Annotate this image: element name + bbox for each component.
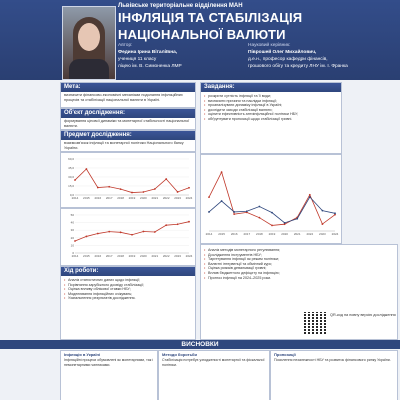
data-point: [271, 225, 273, 227]
data-point: [309, 196, 311, 198]
data-point: [165, 178, 167, 180]
y-tick-label: 60,0: [68, 157, 74, 161]
data-point: [177, 191, 179, 193]
conclusion-2-text: Стабілізація потребує узгодженості монетарної та фіскальної політики.: [162, 358, 265, 367]
qr-caption: QR-код на повну версію дослідження: [330, 313, 396, 317]
work-item: • Моделювання інфляційних очікувань;: [61, 292, 195, 297]
x-tick-label: 2021: [151, 254, 159, 258]
organization-name: Львівське територіальне відділення МАН: [118, 3, 243, 9]
series-line: [209, 172, 335, 225]
x-tick-label: 2022: [162, 254, 170, 258]
data-point: [131, 234, 133, 236]
conclusion-1: [60, 350, 158, 400]
task-item: • обґрунтувати пропозиції щодо стабілізації гривні.: [201, 117, 341, 122]
title-line-1: ІНФЛЯЦІЯ ТА СТАБІЛІЗАЦІЯ: [118, 10, 303, 25]
work-section: [60, 266, 196, 340]
data-point: [97, 233, 99, 235]
x-tick-label: 2024: [185, 254, 193, 258]
data-point: [86, 236, 88, 238]
method-item: • Валютні інтервенції та обмінний курс;: [201, 262, 301, 267]
x-tick-label: 2017: [105, 196, 113, 200]
data-point: [188, 221, 190, 223]
goal-text: визначити фінансово-економічні механізми подолання інфляційних процесів та стабілізації національної валюти в Україні.: [64, 93, 183, 102]
x-tick-label: 2018: [117, 196, 124, 200]
x-tick-label: 2014: [71, 254, 79, 258]
data-point: [259, 217, 261, 219]
y-tick-label: 20: [70, 235, 74, 240]
data-point: [165, 224, 167, 226]
author-info: [118, 42, 228, 70]
object-text: формування цінової динаміки та монетарної стабільності національної валюти.: [64, 119, 190, 128]
data-point: [259, 206, 261, 208]
series-line: [75, 222, 189, 241]
data-point: [221, 200, 223, 202]
x-tick-label: 2021: [151, 196, 159, 200]
data-point: [322, 210, 324, 212]
task-item: • визначити причини та наслідки інфляції;: [201, 99, 341, 104]
x-tick-label: 2015: [83, 254, 90, 258]
author-photo: [62, 6, 116, 80]
data-point: [74, 240, 76, 242]
method-item: • Дослідження інструментів НБУ;: [201, 253, 301, 258]
method-item: • Аналіз методів монетарного регулювання;: [201, 248, 301, 253]
data-point: [108, 186, 110, 188]
data-point: [233, 213, 235, 215]
work-item: • Аналіз статистичних даних щодо інфляції;: [61, 278, 195, 283]
conclusion-2: [158, 350, 270, 400]
author-grade: учениця 11 класу: [118, 57, 157, 62]
x-tick-label: 2015: [218, 232, 225, 236]
x-tick-label: 2019: [268, 232, 276, 236]
data-point: [154, 188, 156, 190]
tasks-heading: Завдання:: [201, 83, 341, 92]
author-school: ліцею ім. В. Симоненка ЛМР: [118, 64, 182, 69]
y-tick-label: 0: [72, 251, 74, 255]
data-point: [177, 223, 179, 225]
subject-heading: Предмет дослідження:: [61, 131, 195, 140]
y-tick-label: 40: [70, 220, 74, 225]
data-point: [120, 188, 122, 190]
x-tick-label: 2020: [140, 254, 147, 258]
y-tick-label: 15,0: [68, 184, 74, 188]
y-tick-label: 50: [70, 213, 74, 217]
conclusion-3-text: Посилення незалежності НБУ та розвиток фінансового ринку України.: [274, 358, 391, 362]
header: [0, 0, 400, 80]
series-line: [75, 169, 189, 193]
data-point: [108, 231, 110, 233]
conclusion-3: [270, 350, 398, 400]
title-line-2: НАЦІОНАЛЬНОЇ ВАЛЮТИ: [118, 27, 286, 42]
subject-section: [60, 130, 196, 152]
task-item: • дослідити заходи стабілізації валюти;: [201, 108, 341, 113]
task-item: • розкрити сутність інфляції та її види;: [201, 94, 341, 99]
object-heading: Об'єкт дослідження:: [61, 109, 195, 118]
conclusion-3-heading: Пропозиції: [274, 352, 296, 357]
work-item: • Оцінка впливу облікової ставки НБУ;: [61, 287, 195, 292]
chart-3-panel: [200, 154, 342, 244]
x-tick-label: 2014: [71, 196, 79, 200]
data-point: [271, 212, 273, 214]
tasks-section: [200, 82, 342, 154]
x-tick-label: 2022: [162, 196, 170, 200]
y-tick-label: 45,0: [68, 166, 74, 170]
data-point: [233, 211, 235, 213]
method-item: • Оцінка ризиків девальвації гривні;: [201, 266, 301, 271]
goal-heading: Мета:: [61, 83, 195, 92]
methods-section: [200, 244, 398, 340]
x-tick-label: 2015: [83, 196, 90, 200]
data-point: [143, 231, 145, 233]
x-tick-label: 2024: [185, 196, 193, 200]
y-tick-label: 30,0: [68, 175, 74, 179]
data-point: [334, 212, 336, 214]
data-point: [143, 191, 145, 193]
work-heading: Хід роботи:: [61, 267, 195, 276]
x-tick-label: 2018: [117, 254, 124, 258]
y-tick-label: 0,0: [69, 193, 74, 197]
supervisor-title: д.е.н., професор кафедри фінансів,: [248, 57, 328, 62]
supervisor-dept: грошового обігу та кредиту ЛНУ ім. І. Франка: [248, 64, 348, 69]
data-point: [309, 194, 311, 196]
x-tick-label: 2020: [140, 196, 147, 200]
x-tick-label: 2016: [94, 254, 102, 258]
conclusions-heading: ВИСНОВКИ: [0, 340, 400, 349]
work-item: • Порівняння зарубіжного досвіду стабілізації;: [61, 283, 195, 288]
y-tick-label: 30: [70, 228, 74, 233]
data-point: [208, 196, 210, 198]
x-tick-label: 2023: [174, 254, 181, 258]
x-tick-label: 2024: [331, 232, 339, 236]
data-point: [74, 179, 76, 181]
subject-text: взаємозв'язок інфляції та монетарної політики Національного банку України.: [64, 141, 184, 150]
method-item: • Вплив бюджетного дефіциту на інфляцію;: [201, 271, 301, 276]
data-point: [284, 222, 286, 224]
x-tick-label: 2014: [205, 232, 213, 236]
goal-section: [60, 82, 196, 108]
data-point: [221, 171, 223, 173]
x-tick-label: 2023: [174, 196, 181, 200]
data-point: [296, 218, 298, 220]
data-point: [322, 223, 324, 225]
x-tick-label: 2017: [243, 232, 251, 236]
conclusion-2-heading: Методи боротьби: [162, 352, 197, 357]
chart-2-panel: [60, 208, 196, 266]
chart-2: [61, 209, 195, 265]
method-item: • Прогноз інфляції на 2024–2025 роки.: [201, 276, 301, 281]
task-item: • оцінити ефективність антиінфляційної політики НБУ;: [201, 112, 341, 117]
chart-1-panel: [60, 152, 196, 208]
chart-1: [61, 153, 195, 207]
supervisor-info: [248, 42, 398, 70]
supervisor-label: Науковий керівник:: [248, 43, 291, 48]
author-name: Федина Ірина Віталіївна,: [118, 50, 178, 55]
x-tick-label: 2017: [105, 254, 113, 258]
x-tick-label: 2022: [306, 232, 314, 236]
data-point: [246, 210, 248, 212]
supervisor-name: Піврошей Олег Михайлович,: [248, 50, 317, 55]
conclusion-1-text: Інфляційні процеси обумовлені як монетарними, так і немонетарними чинниками.: [64, 358, 154, 367]
x-tick-label: 2020: [281, 232, 288, 236]
y-tick-label: 10: [70, 243, 74, 248]
data-point: [97, 187, 99, 189]
x-tick-label: 2018: [256, 232, 263, 236]
x-tick-label: 2016: [230, 232, 238, 236]
chart-3: [201, 155, 341, 243]
conclusion-1-heading: Інфляція в Україні: [64, 352, 101, 357]
work-item: • Узагальнення результатів дослідження.: [61, 296, 195, 301]
x-tick-label: 2019: [128, 196, 136, 200]
data-point: [208, 211, 210, 213]
method-item: • Таргетування інфляції як режим політики;: [201, 257, 301, 262]
data-point: [131, 192, 133, 194]
x-tick-label: 2021: [293, 232, 301, 236]
author-label: Автор:: [118, 43, 133, 48]
task-item: • проаналізувати динаміку інфляції в Україні;: [201, 103, 341, 108]
data-point: [120, 231, 122, 233]
x-tick-label: 2016: [94, 196, 102, 200]
data-point: [86, 168, 88, 170]
data-point: [188, 187, 190, 189]
x-tick-label: 2023: [319, 232, 326, 236]
object-section: [60, 108, 196, 130]
data-point: [154, 231, 156, 233]
x-tick-label: 2019: [128, 254, 136, 258]
